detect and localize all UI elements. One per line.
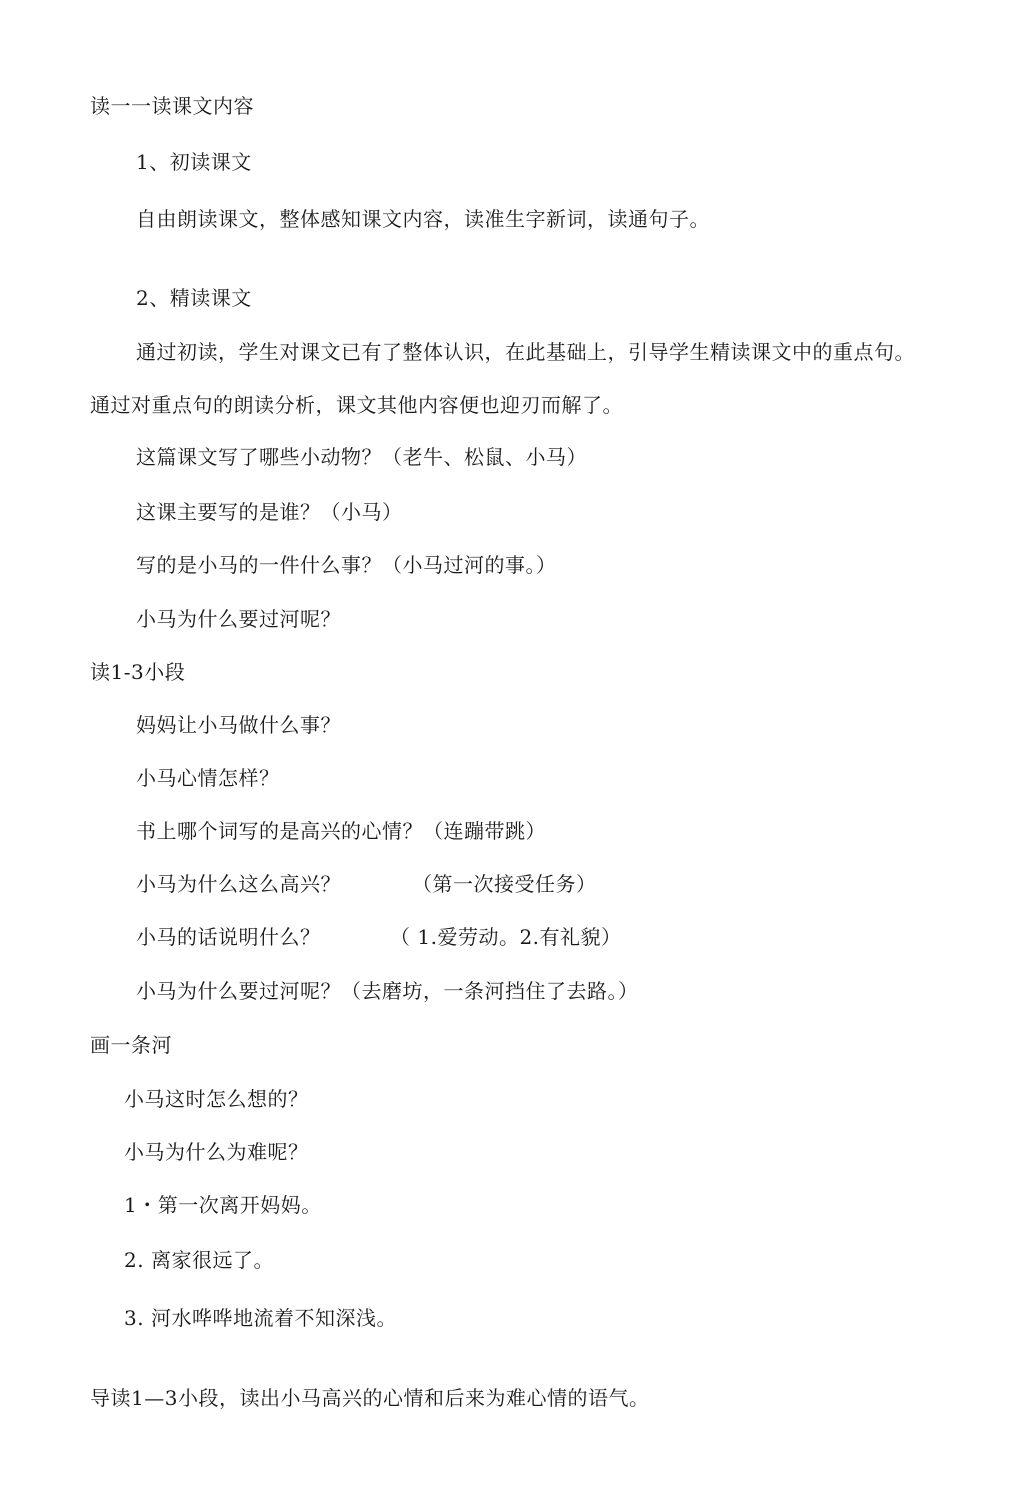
question-what-event: 写的是小马的一件什么事？（小马过河的事。）	[136, 553, 557, 577]
question-happy-word: 书上哪个词写的是高兴的心情？（连蹦带跳）	[136, 819, 546, 843]
section-heading-read: 读一一读课文内容	[90, 94, 254, 118]
question-words-mean: 小马的话说明什么？	[136, 925, 321, 949]
question-why-cross-answer: 小马为什么要过河呢？（去磨坊，一条河挡住了去路。）	[136, 979, 639, 1003]
reason-item-1: 1・第一次离开妈妈。	[124, 1193, 322, 1217]
reason-item-3: 3. 河水哗哗地流着不知深浅。	[124, 1306, 397, 1330]
answer-why-happy: （第一次接受任务）	[412, 872, 597, 896]
guided-reading-line: 导读1—3小段，读出小马高兴的心情和后来为难心情的语气。	[90, 1386, 650, 1410]
question-why-cross: 小马为什么要过河呢？	[136, 607, 341, 631]
question-animals: 这篇课文写了哪些小动物？（老牛、松鼠、小马）	[136, 445, 587, 469]
reason-item-2: 2. 离家很远了。	[124, 1248, 274, 1272]
step-1-text: 自由朗读课文，整体感知课文内容，读准生字新词，读通句子。	[136, 207, 710, 231]
answer-words-mean: （ 1.爱劳动。2.有礼貌）	[390, 925, 622, 949]
question-who: 这课主要写的是谁？（小马）	[136, 500, 403, 524]
step-2-text-line-2: 通过对重点句的朗读分析，课文其他内容便也迎刃而解了。	[90, 393, 623, 417]
question-think: 小马这时怎么想的？	[124, 1087, 309, 1111]
section-heading-paragraphs: 读1-3小段	[90, 660, 186, 684]
question-mother-task: 妈妈让小马做什么事？	[136, 713, 341, 737]
question-mood: 小马心情怎样？	[136, 766, 280, 790]
section-heading-draw-river: 画一条河	[90, 1033, 172, 1057]
step-2-heading: 2、精读课文	[136, 286, 252, 310]
question-why-difficult: 小马为什么为难呢？	[124, 1140, 309, 1164]
question-why-happy: 小马为什么这么高兴？	[136, 872, 341, 896]
step-2-text-line-1: 通过初读，学生对课文已有了整体认识，在此基础上，引导学生精读课文中的重点句。	[136, 340, 915, 364]
step-1-heading: 1、初读课文	[136, 150, 252, 174]
